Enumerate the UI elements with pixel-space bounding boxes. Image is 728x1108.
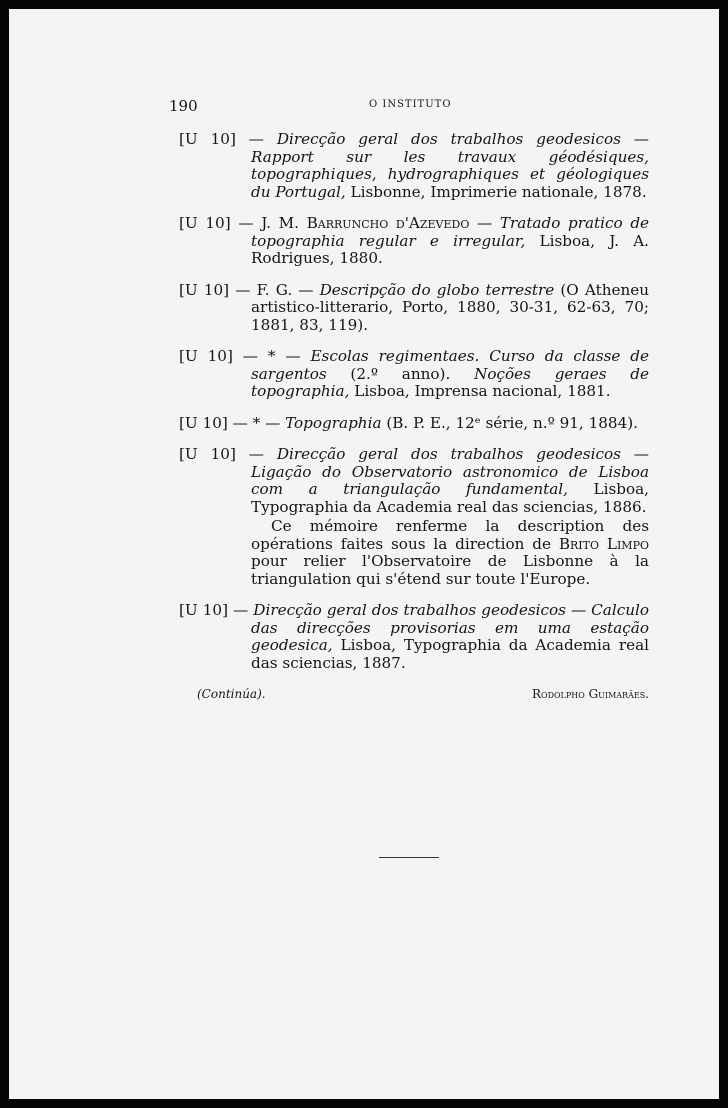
bibliography-entry bbox=[179, 415, 649, 433]
entry-publication: Lisboa, Imprensa nacional, 1881. bbox=[349, 382, 611, 400]
entry-publication: Lisboa, J. A. Rodrigues, 1880. bbox=[251, 231, 649, 267]
entry-publication: Lisboa, Typographia da Academia real das sciencias, 1886. bbox=[251, 480, 649, 516]
entry-publication: (B. P. E., 12ᵉ série, n.º 91, 1884). bbox=[381, 413, 638, 432]
entry-code: [U 10] bbox=[179, 601, 229, 619]
entry-dash: — * — bbox=[227, 413, 286, 432]
entry-code: [U 10] bbox=[179, 280, 230, 299]
entry-title: Descripção do globo terrestre bbox=[319, 280, 555, 299]
entry-subtitle: Noções geraes de topographia, bbox=[251, 364, 649, 400]
entry-code: [U 10] bbox=[179, 347, 233, 365]
bibliography-list bbox=[179, 131, 649, 706]
bibliography-entry bbox=[179, 446, 649, 516]
entry-dash: — * — bbox=[232, 347, 311, 365]
entry-year: (2.º anno). bbox=[326, 364, 475, 383]
section-divider bbox=[379, 857, 439, 858]
entry-dash: — bbox=[235, 445, 277, 463]
page-number: 190 bbox=[169, 97, 198, 115]
entry-code: [U 10] bbox=[179, 214, 231, 232]
entry-separator: — bbox=[292, 280, 320, 299]
bibliography-entry bbox=[179, 215, 649, 268]
entry-dash: — bbox=[230, 214, 262, 232]
entry-separator: — bbox=[469, 214, 500, 232]
entry-author: J. M. Barruncho d'Azevedo bbox=[261, 214, 470, 232]
note-name: Brito Limpo bbox=[558, 534, 649, 553]
bibliography-entry bbox=[179, 602, 649, 672]
note-text: Ce mémoire renferme la description des opérations faites sous la direction de bbox=[251, 517, 649, 553]
entry-publication: (O Atheneu artistico-litterario, Porto, 1880, 30-31, 62-63, 70; 1881, 83, 119). bbox=[251, 280, 650, 334]
entry-title: Tratado pratico de topographia regular e irregular, bbox=[251, 214, 650, 250]
continua-label: (Continúa). bbox=[197, 687, 266, 701]
entry-code: [U 10] bbox=[179, 413, 228, 432]
entry-dash: — bbox=[228, 601, 254, 619]
page-header bbox=[169, 97, 647, 117]
bibliography-entry bbox=[179, 282, 649, 335]
entry-title: Escolas regimentaes. Curso da classe de sargentos bbox=[251, 347, 649, 383]
bibliography-entry bbox=[179, 131, 649, 201]
bibliography-entry bbox=[179, 348, 649, 401]
entry-publication: Lisbonne, Imprimerie nationale, 1878. bbox=[345, 182, 647, 201]
entry-publication: Lisboa, Typographia da Academia real das sciencias, 1887. bbox=[251, 636, 649, 672]
entry-title: Topographia bbox=[285, 413, 382, 432]
entry-dash: — bbox=[229, 280, 257, 299]
entry-code: [U 10] bbox=[179, 445, 236, 463]
entry-note bbox=[179, 518, 649, 588]
entry-dash: — bbox=[235, 130, 277, 148]
entry-author: F. G. bbox=[256, 280, 293, 299]
entry-code: [U 10] bbox=[179, 130, 236, 148]
entry-title: Direcção geral dos trabalhos geodesicos — Rapport sur les travaux géodésiques, topographiques, hydrographiques et géologiques du Portugal, bbox=[251, 130, 649, 201]
running-head: O INSTITUTO bbox=[369, 99, 452, 110]
entry-title: Direcção geral dos trabalhos geodesicos — Ligação do Observatorio astronomico de Lisboa com a triangulação fundamental, bbox=[251, 445, 649, 498]
entry-title: Direcção geral dos trabalhos geodesicos — Calculo das direcções provisorias em uma estação geodesica, bbox=[251, 601, 650, 654]
article-author: Rodolpho Guimarães. bbox=[531, 687, 649, 701]
page-footer bbox=[179, 686, 649, 706]
note-text-end: pour relier l'Observatoire de Lisbonne à la triangulation qui s'étend sur toute l'Europe. bbox=[251, 552, 649, 588]
